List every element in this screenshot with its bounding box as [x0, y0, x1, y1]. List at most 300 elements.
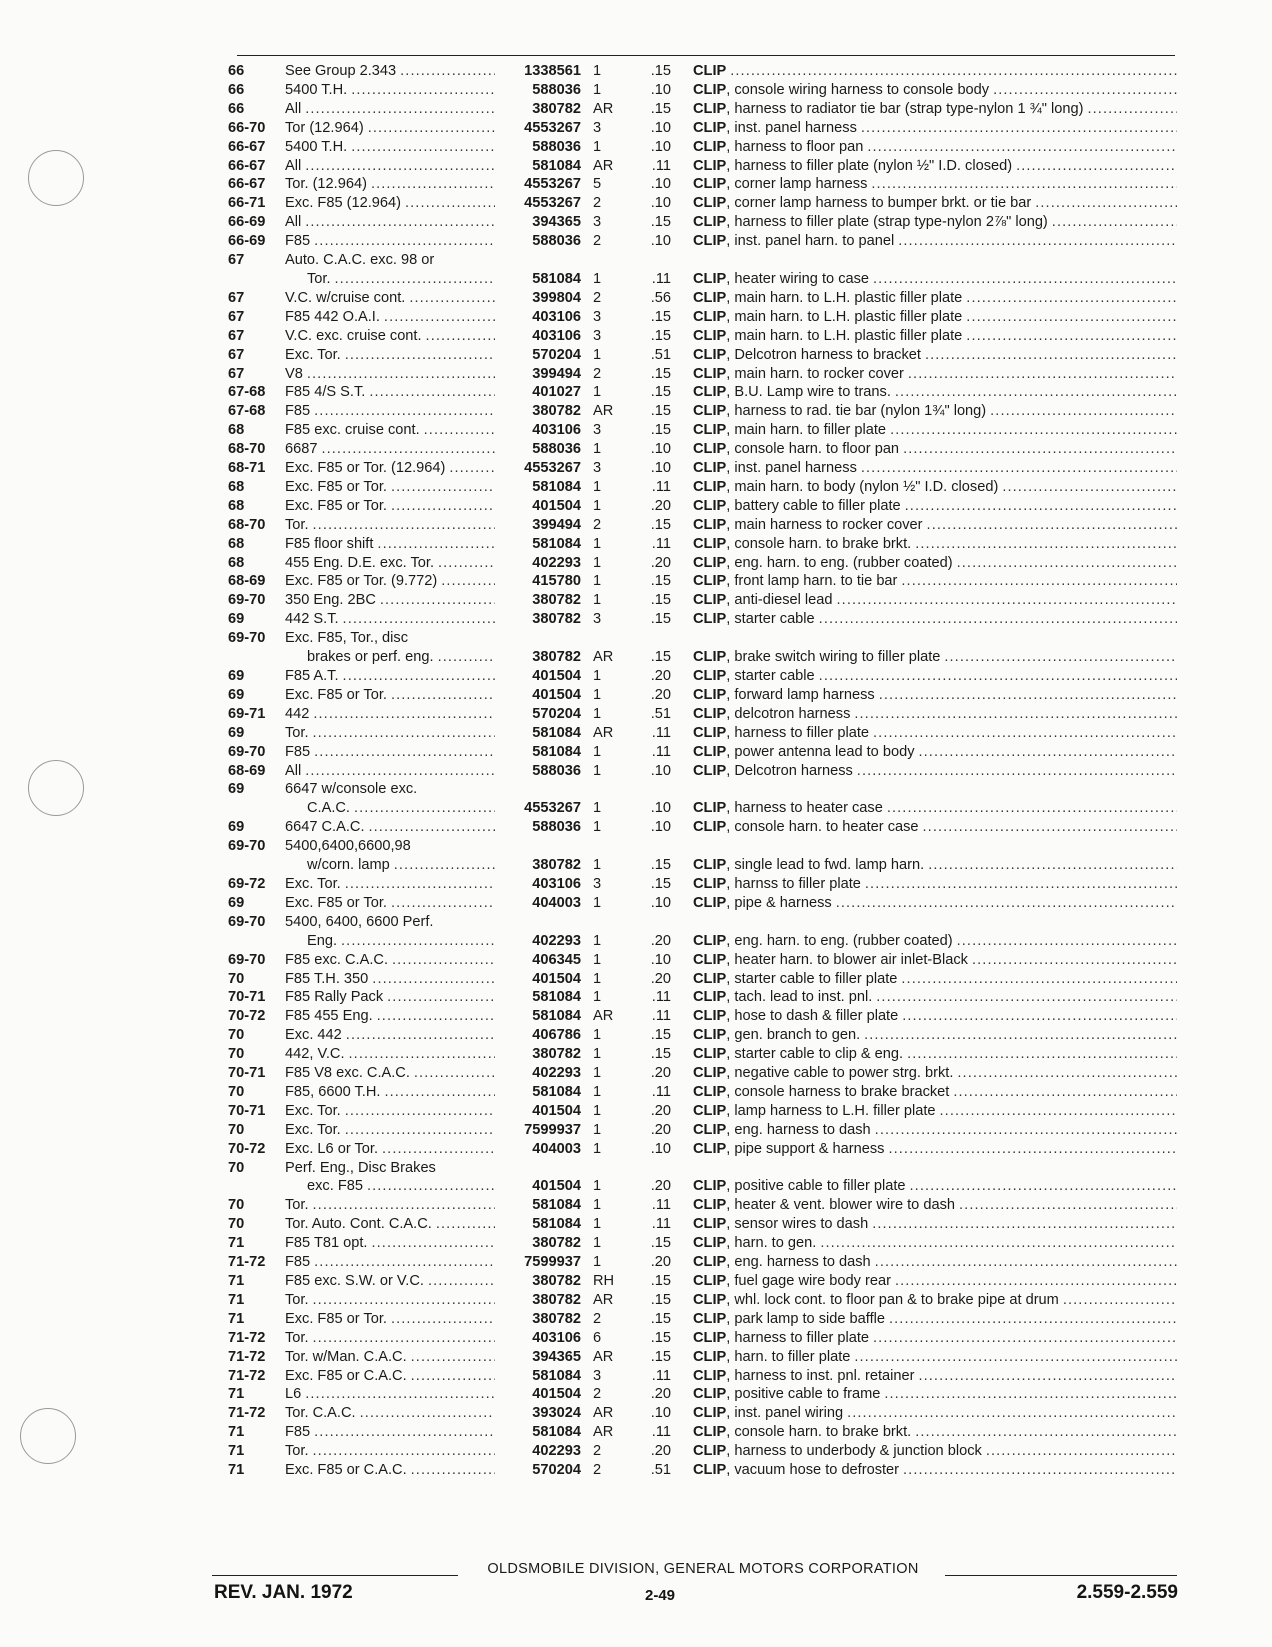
part-name: CLIP — [693, 1443, 727, 1460]
year-cell: 68 — [228, 535, 245, 552]
year-cell: 69-70 — [228, 913, 266, 930]
application-text: F85 exc. cruise cont. — [285, 422, 420, 439]
table-row — [228, 932, 1180, 951]
application-cell — [285, 62, 495, 81]
top-rule — [237, 55, 1175, 56]
description-text: CLIP, harnss to filler plate — [693, 875, 861, 892]
quantity-cell: 1 — [593, 270, 602, 287]
application-text: F85 floor shift — [285, 535, 374, 552]
quantity-cell: AR — [593, 1008, 614, 1025]
quantity-cell: 5 — [593, 176, 602, 193]
leader-dots — [903, 1045, 1177, 1064]
part-name: CLIP — [693, 63, 727, 79]
price-cell: .20 — [650, 970, 671, 987]
price-cell: .15 — [650, 857, 671, 874]
price-cell: .15 — [650, 611, 671, 628]
description-cell — [683, 667, 1177, 686]
application-cell — [285, 1121, 495, 1140]
leader-dots — [936, 1102, 1177, 1121]
price-cell: .20 — [650, 668, 671, 684]
year-cell: 69 — [228, 894, 245, 911]
description-text: CLIP, console harn. to brake brkt. — [693, 535, 912, 552]
year-cell: 71-72 — [228, 1405, 266, 1422]
table-row — [228, 894, 1180, 913]
part-number-cell: 581084 — [532, 270, 581, 287]
application-cell — [285, 818, 495, 837]
leader-dots — [347, 81, 495, 100]
application-cell — [285, 1083, 495, 1102]
quantity-cell: 1 — [593, 1140, 602, 1157]
application-cell — [285, 572, 495, 591]
description-cell — [683, 1404, 1177, 1423]
leader-dots — [339, 610, 495, 629]
description-cell — [683, 743, 1177, 762]
quantity-cell: 3 — [593, 119, 602, 136]
price-cell: .10 — [650, 951, 671, 968]
description-cell — [683, 856, 1177, 875]
application-text: Exc. 442 — [285, 1027, 342, 1044]
application-cell — [285, 516, 495, 535]
application-cell — [285, 799, 495, 818]
leader-dots — [863, 138, 1177, 157]
part-number-cell: 380782 — [532, 611, 581, 628]
application-cell — [285, 1461, 495, 1480]
leader-dots — [850, 705, 1177, 724]
quantity-cell: RH — [593, 1273, 615, 1289]
quantity-cell: 1 — [593, 592, 602, 609]
table-row — [228, 1461, 1180, 1480]
price-cell: .11 — [651, 535, 671, 552]
year-cell: 69 — [228, 668, 245, 684]
leader-dots — [310, 743, 495, 762]
application-text: Auto. C.A.C. exc. 98 or — [285, 252, 435, 269]
price-cell: .11 — [651, 1424, 671, 1441]
description-cell — [683, 270, 1177, 289]
leader-dots — [833, 591, 1177, 610]
application-text: Tor. — [285, 516, 309, 533]
price-cell: .20 — [650, 1065, 671, 1082]
part-name: CLIP — [693, 308, 727, 325]
table-row — [228, 970, 1180, 989]
application-text: Exc. F85 (12.964) — [285, 195, 401, 212]
part-name: CLIP — [693, 365, 727, 382]
leader-dots — [387, 894, 495, 913]
quantity-cell: AR — [593, 403, 614, 420]
application-cell — [285, 1291, 495, 1310]
year-cell: 70 — [228, 1121, 245, 1138]
table-row — [228, 459, 1180, 478]
table-row — [228, 440, 1180, 459]
quantity-cell: 1 — [593, 800, 602, 817]
part-name: CLIP — [693, 81, 727, 98]
description-text: CLIP, starter cable to clip & eng. — [693, 1046, 904, 1063]
part-name: CLIP — [693, 1216, 727, 1233]
application-cell — [285, 478, 495, 497]
price-cell: .20 — [650, 1102, 671, 1119]
application-cell — [285, 1423, 495, 1442]
application-cell — [285, 327, 495, 346]
table-row — [228, 648, 1180, 667]
part-name: CLIP — [693, 346, 727, 363]
description-cell — [683, 762, 1177, 781]
part-number-cell: 588036 — [532, 762, 581, 779]
price-cell: .11 — [651, 1197, 671, 1214]
application-text: All — [285, 157, 302, 174]
application-text: Exc. Tor. — [285, 1102, 341, 1119]
leader-dots — [923, 516, 1177, 535]
application-text: Tor. — [285, 1329, 309, 1346]
leader-dots — [301, 213, 495, 232]
application-cell — [285, 459, 495, 478]
year-cell: 70-72 — [228, 1140, 266, 1157]
leader-dots — [310, 1253, 495, 1272]
description-text: CLIP, inst. panel wiring — [693, 1405, 844, 1422]
price-cell: .10 — [650, 441, 671, 458]
part-name: CLIP — [693, 1197, 727, 1214]
table-row — [228, 799, 1180, 818]
quantity-cell: 3 — [593, 875, 602, 892]
application-text: Exc. F85 or Tor. (12.964) — [285, 460, 446, 477]
quantity-cell: 1 — [593, 762, 602, 779]
description-text: CLIP, fuel gage wire body rear — [693, 1273, 891, 1289]
description-text: CLIP, console harn. to heater case — [693, 819, 919, 836]
application-text: 5400,6400,6600,98 — [285, 838, 411, 855]
part-number-cell: 380782 — [532, 592, 581, 609]
description-cell — [683, 932, 1177, 951]
part-number-cell: 380782 — [532, 1235, 581, 1252]
description-cell — [683, 875, 1177, 894]
table-row — [228, 837, 1180, 856]
quantity-cell: 1 — [593, 1178, 602, 1195]
part-name: CLIP — [693, 516, 727, 533]
application-text: brakes or perf. eng. — [307, 649, 434, 666]
part-number-cell: 588036 — [532, 138, 581, 155]
quantity-cell: AR — [593, 1405, 614, 1422]
application-text: Exc. L6 or Tor. — [285, 1140, 379, 1157]
application-cell — [285, 213, 495, 232]
table-row — [228, 667, 1180, 686]
table-row — [228, 1234, 1180, 1253]
application-text: F85, 6600 T.H. — [285, 1083, 381, 1100]
price-cell: .11 — [651, 270, 671, 287]
year-cell: 70-71 — [228, 1065, 266, 1082]
application-cell — [285, 667, 495, 686]
application-text: Perf. Eng., Disc Brakes — [285, 1159, 436, 1176]
leader-dots — [857, 119, 1177, 138]
quantity-cell: AR — [593, 1348, 614, 1365]
description-text: CLIP, battery cable to filler plate — [693, 497, 901, 514]
price-cell: .51 — [650, 1462, 671, 1479]
year-cell: 71-72 — [228, 1367, 266, 1384]
part-name: CLIP — [693, 384, 727, 401]
quantity-cell: 1 — [593, 81, 602, 98]
quantity-cell: 1 — [593, 497, 602, 514]
description-text: CLIP, eng. harn. to eng. (rubber coated) — [693, 932, 953, 949]
punch-hole — [28, 760, 84, 816]
table-row — [228, 1348, 1180, 1367]
table-row — [228, 1007, 1180, 1026]
description-text: CLIP, harness to filler plate (nylon ½" I.D. closed) — [693, 157, 1013, 174]
part-number-cell: 7599937 — [524, 1121, 581, 1138]
leader-dots — [363, 1177, 495, 1196]
description-text: CLIP, harness to inst. pnl. retainer — [693, 1367, 915, 1384]
price-cell: .15 — [650, 63, 671, 79]
application-cell — [285, 1140, 495, 1159]
leader-dots — [911, 1423, 1177, 1442]
part-name: CLIP — [693, 1235, 727, 1252]
table-row — [228, 1045, 1180, 1064]
table-row — [228, 535, 1180, 554]
year-cell: 66-67 — [228, 138, 266, 155]
application-text: 6647 C.A.C. — [285, 819, 365, 836]
part-number-cell: 401504 — [532, 686, 581, 703]
part-name: CLIP — [693, 1178, 727, 1195]
leader-dots — [347, 138, 495, 157]
quantity-cell: 1 — [593, 1102, 602, 1119]
part-number-cell: 380782 — [532, 1310, 581, 1327]
part-name: CLIP — [693, 1291, 727, 1308]
part-number-cell: 581084 — [532, 743, 581, 760]
description-text: CLIP, main harn. to rocker cover — [693, 365, 904, 382]
application-cell — [285, 1348, 495, 1367]
leader-dots — [309, 1196, 495, 1215]
part-name: CLIP — [693, 100, 727, 117]
description-cell — [683, 1253, 1177, 1272]
application-text: V.C. exc. cruise cont. — [285, 327, 422, 344]
application-text: F85 455 Eng. — [285, 1008, 373, 1025]
description-text: CLIP, harness to filler plate — [693, 1329, 870, 1346]
part-number-cell: 394365 — [532, 214, 581, 231]
application-cell — [285, 705, 495, 724]
description-cell — [683, 894, 1177, 913]
application-cell — [285, 81, 495, 100]
year-cell: 69-70 — [228, 838, 266, 855]
part-name: CLIP — [693, 119, 727, 136]
application-cell — [285, 932, 495, 951]
description-cell — [683, 175, 1177, 194]
quantity-cell: 1 — [593, 989, 602, 1006]
year-cell: 69 — [228, 781, 245, 798]
year-cell: 71 — [228, 1235, 245, 1252]
application-cell — [285, 1367, 495, 1386]
revision-date: REV. JAN. 1972 — [214, 1582, 353, 1603]
leader-dots — [376, 591, 495, 610]
application-cell — [285, 1045, 495, 1064]
part-name: CLIP — [693, 195, 727, 212]
part-name: CLIP — [693, 535, 727, 552]
quantity-cell: 1 — [593, 1235, 602, 1252]
leader-dots — [955, 1196, 1177, 1215]
table-row — [228, 1159, 1180, 1178]
description-text: CLIP, positive cable to filler plate — [693, 1178, 906, 1195]
part-name: CLIP — [693, 1348, 727, 1365]
year-cell: 71 — [228, 1386, 245, 1403]
part-number-cell: 581084 — [532, 1008, 581, 1025]
price-cell: .15 — [650, 403, 671, 420]
application-cell — [285, 1007, 495, 1026]
application-text: Tor. — [285, 1291, 309, 1308]
description-text: CLIP, main harn. to L.H. plastic filler plate — [693, 289, 963, 306]
leader-dots — [309, 1291, 495, 1310]
leader-dots — [365, 818, 496, 837]
part-number-cell: 403106 — [532, 1329, 581, 1346]
description-text: CLIP, heater & vent. blower wire to dash — [693, 1197, 956, 1214]
description-text: CLIP, lamp harness to L.H. filler plate — [693, 1102, 936, 1119]
quantity-cell: 1 — [593, 932, 602, 949]
year-cell: 69 — [228, 611, 245, 628]
quantity-cell: 1 — [593, 951, 602, 968]
application-text: Exc. F85 or Tor. — [285, 497, 387, 514]
price-cell: .15 — [650, 592, 671, 609]
leader-dots — [387, 497, 495, 516]
application-cell — [285, 762, 495, 781]
description-text: CLIP, starter cable — [693, 668, 815, 684]
application-cell — [285, 743, 495, 762]
part-number-cell: 588036 — [532, 81, 581, 98]
part-name: CLIP — [693, 611, 727, 628]
description-cell — [683, 1215, 1177, 1234]
leader-dots — [998, 478, 1177, 497]
quantity-cell: 1 — [593, 535, 602, 552]
application-cell — [285, 894, 495, 913]
application-text: Tor (12.964) — [285, 119, 364, 136]
part-number-cell: 581084 — [532, 1197, 581, 1214]
description-text: CLIP, delcotron harness — [693, 705, 851, 722]
application-text: Exc. F85 or Tor. — [285, 478, 387, 495]
part-name: CLIP — [693, 573, 727, 590]
description-cell — [683, 194, 1177, 213]
price-cell: .11 — [651, 1367, 671, 1384]
part-name: CLIP — [693, 1405, 727, 1422]
year-cell: 66 — [228, 63, 245, 79]
application-text: F85 T81 opt. — [285, 1235, 368, 1252]
leader-dots — [310, 232, 495, 251]
table-row — [228, 157, 1180, 176]
application-cell — [285, 251, 495, 270]
year-cell: 71 — [228, 1443, 245, 1460]
footer-division: OLDSMOBILE DIVISION, GENERAL MOTORS CORPORATION — [487, 1561, 919, 1577]
application-text: Exc. Tor. — [285, 1121, 341, 1138]
description-text: CLIP, park lamp to side baffle — [693, 1310, 885, 1327]
application-cell — [285, 856, 495, 875]
leader-dots — [301, 1385, 495, 1404]
part-name: CLIP — [693, 875, 727, 892]
leader-dots — [422, 327, 495, 346]
quantity-cell: 1 — [593, 668, 602, 684]
price-cell: .10 — [650, 1405, 671, 1422]
application-text: 350 Eng. 2BC — [285, 592, 376, 609]
part-name: CLIP — [693, 460, 727, 477]
price-cell: .15 — [650, 365, 671, 382]
application-text: Exc. Tor. — [285, 346, 341, 363]
table-row — [228, 213, 1180, 232]
quantity-cell: 1 — [593, 1065, 602, 1082]
leader-dots — [953, 1064, 1177, 1083]
application-text: F85 — [285, 1424, 311, 1441]
application-text: F85 442 O.A.I. — [285, 308, 380, 325]
description-text: CLIP, starter cable to filler plate — [693, 970, 898, 987]
year-cell: 70-72 — [228, 1008, 266, 1025]
price-cell: .15 — [650, 422, 671, 439]
table-row — [228, 610, 1180, 629]
leader-dots — [378, 1140, 495, 1159]
year-cell: 67-68 — [228, 403, 266, 420]
description-text: CLIP, whl. lock cont. to floor pan & to brake pipe at drum — [693, 1291, 1059, 1308]
quantity-cell: 1 — [593, 970, 602, 987]
description-cell — [683, 951, 1177, 970]
footer-rule — [212, 1575, 458, 1576]
table-row — [228, 875, 1180, 894]
part-number-cell: 403106 — [532, 875, 581, 892]
part-name: CLIP — [693, 422, 727, 439]
price-cell: .51 — [650, 346, 671, 363]
table-row — [228, 1140, 1180, 1159]
description-cell — [683, 1310, 1177, 1329]
price-cell: .10 — [650, 138, 671, 155]
year-cell: 69-70 — [228, 743, 266, 760]
leader-dots — [726, 62, 1177, 81]
leader-dots — [432, 1215, 495, 1234]
year-cell: 70-71 — [228, 1102, 266, 1119]
description-cell — [683, 1102, 1177, 1121]
description-cell — [683, 1064, 1177, 1083]
description-text: CLIP, inst. panel harness — [693, 119, 857, 136]
price-cell: .15 — [650, 516, 671, 533]
leader-dots — [921, 346, 1177, 365]
application-cell — [285, 1253, 495, 1272]
quantity-cell: 3 — [593, 422, 602, 439]
quantity-cell: 3 — [593, 460, 602, 477]
year-cell: 71 — [228, 1310, 245, 1327]
description-text: CLIP, Delcotron harness to bracket — [693, 346, 921, 363]
part-name: CLIP — [693, 1140, 727, 1157]
leader-dots — [904, 365, 1177, 384]
leader-dots — [919, 818, 1177, 837]
part-number-cell: 399494 — [532, 365, 581, 382]
description-cell — [683, 648, 1177, 667]
application-cell — [285, 875, 495, 894]
price-cell: .15 — [650, 1046, 671, 1063]
price-cell: .15 — [650, 1027, 671, 1044]
table-row — [228, 913, 1180, 932]
price-cell: .15 — [650, 1273, 671, 1289]
year-cell: 70-71 — [228, 989, 266, 1006]
year-cell: 71 — [228, 1273, 245, 1289]
application-cell — [285, 1064, 495, 1083]
price-cell: .15 — [650, 327, 671, 344]
year-cell: 71-72 — [228, 1348, 266, 1365]
table-row — [228, 516, 1180, 535]
leader-dots — [387, 686, 495, 705]
quantity-cell: 1 — [593, 705, 602, 722]
punch-hole — [20, 1408, 76, 1464]
description-cell — [683, 1196, 1177, 1215]
description-text: CLIP, sensor wires to dash — [693, 1216, 869, 1233]
leader-dots — [815, 610, 1177, 629]
year-cell: 66-70 — [228, 119, 266, 136]
leader-dots — [915, 743, 1178, 762]
application-cell — [285, 988, 495, 1007]
application-cell — [285, 1159, 495, 1178]
leader-dots — [815, 667, 1177, 686]
table-row — [228, 554, 1180, 573]
part-name: CLIP — [693, 686, 727, 703]
part-number-cell: 570204 — [532, 705, 581, 722]
price-cell: .20 — [650, 1443, 671, 1460]
table-row — [228, 175, 1180, 194]
description-text: CLIP, corner lamp harness — [693, 176, 868, 193]
table-row — [228, 119, 1180, 138]
